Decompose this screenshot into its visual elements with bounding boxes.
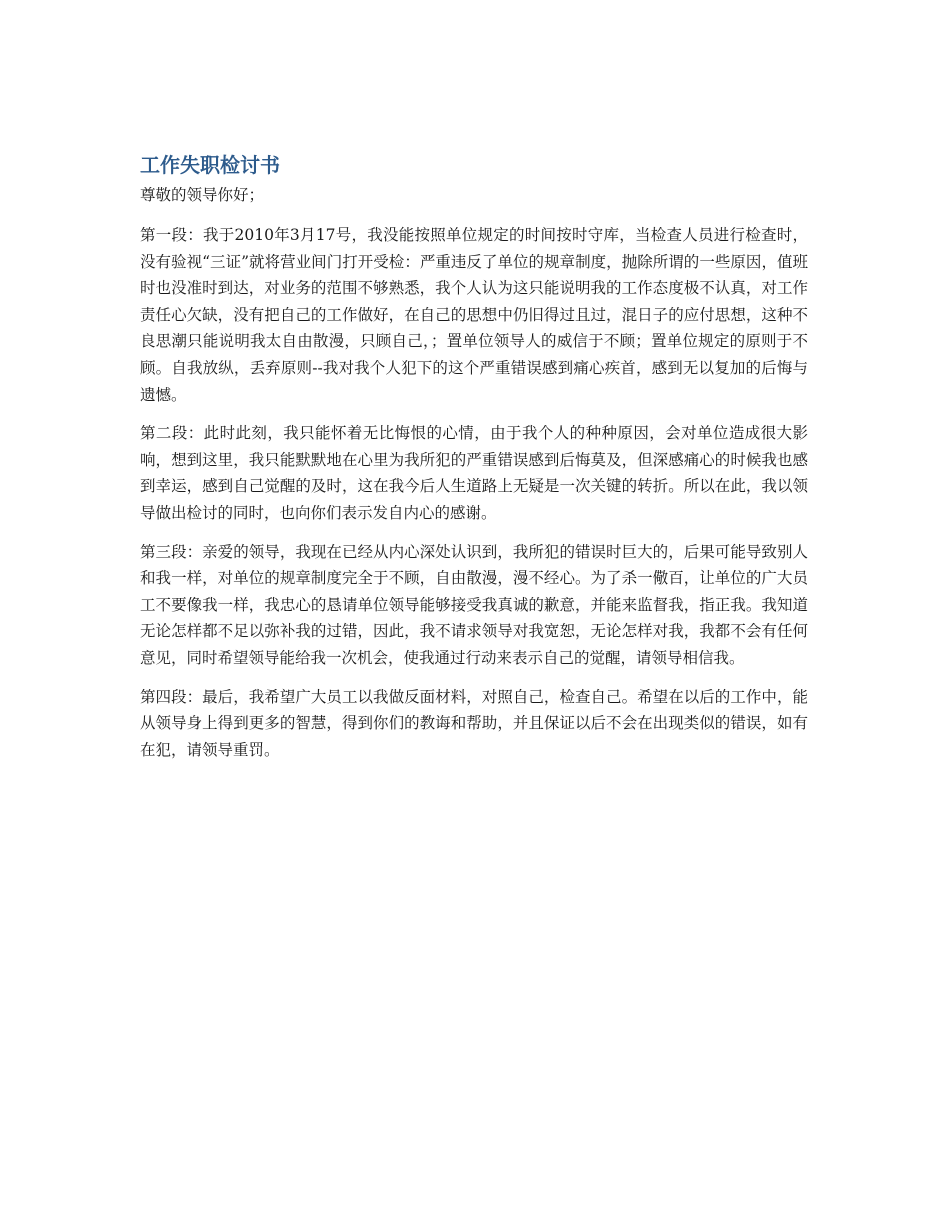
- paragraph-4: 第四段：最后，我希望广大员工以我做反面材料，对照自己，检查自己。希望在以后的工作中，能从领导身上得到更多的智慧，得到你们的教诲和帮助，并且保证以后不会在出现类似的错误，如有在犯，请领导重罚。: [140, 687, 808, 759]
- paragraph-2: 第二段：此时此刻，我只能怀着无比悔恨的心情，由于我个人的种种原因，会对单位造成很大影响，想到这里，我只能默默地在心里为我所犯的严重错误感到后悔莫及，但深感痛心的时候我也感到幸运，感到自己觉醒的及时，这在我今后人生道路上无疑是一次关键的转折。所以在此，我以领导做出检讨的同时，也向你们表示发自内心的感谢。: [140, 424, 808, 522]
- paragraph-1: 第一段：我于2010年3月17号，我没能按照单位规定的时间按时守库，当检查人员进行检查时，没有验视“三证”就将营业间门打开受检：严重违反了单位的规章制度，抛除所谓的一些原因，值班时也没准时到达，对业务的范围不够熟悉，我个人认为这只能说明我的工作态度极不认真，对工作责任心欠缺，没有把自己的工作做好，在自己的思想中仍旧得过且过，混日子的应付思想，这种不良思潮只能说明我太自由散漫，只顾自己，；置单位领导人的威信于不顾；置单位规定的原则于不顾。自我放纵，丢弃原则--我对我个人犯下的这个严重错误感到痛心疾首，感到无以复加的后悔与遗憾。: [140, 226, 808, 404]
- document-page: [140, 148, 808, 775]
- document-title: 工作失职检讨书: [140, 153, 280, 177]
- salutation: 尊敬的领导你好；: [140, 186, 265, 204]
- paragraph-3: 第三段：亲爱的领导，我现在已经从内心深处认识到，我所犯的错误时巨大的，后果可能导致别人和我一样，对单位的规章制度完全于不顾，自由散漫，漫不经心。为了杀一儆百，让单位的广大员工不要像我一样，我忠心的恳请单位领导能够接受我真诚的歉意，并能来监督我，指正我。我知道无论怎样都不足以弥补我的过错，因此，我不请求领导对我宽恕，无论怎样对我，我都不会有任何意见，同时希望领导能给我一次机会，使我通过行动来表示自己的觉醒，请领导相信我。: [140, 542, 808, 667]
